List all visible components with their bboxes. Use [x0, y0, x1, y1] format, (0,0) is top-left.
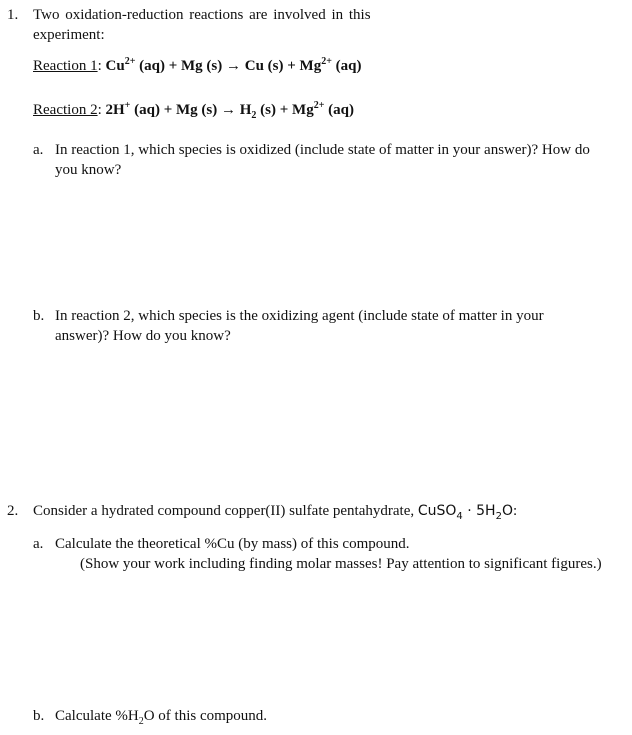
formula-sub: 2 [495, 510, 502, 522]
q1-intro-line1: Two oxidation-reduction reactions are involved in this [33, 7, 371, 23]
r2-part: (aq) [324, 102, 355, 118]
reaction-2-equation [105, 100, 355, 121]
q1b-letter: b. [33, 308, 45, 324]
q2b-part: Calculate %H [55, 708, 139, 724]
formula-sub: 4 [456, 510, 463, 522]
reaction-2-label: Reaction 2 [33, 102, 98, 118]
q2-intro [33, 501, 517, 521]
q2a-line2: (Show your work including finding molar masses! Pay attention to significant figures.) [80, 556, 602, 572]
r2-sub: 2 [251, 110, 257, 121]
r1-sup: 2+ [124, 56, 136, 67]
r2-sup: 2+ [313, 100, 325, 111]
q2b-letter: b. [33, 708, 45, 724]
q1a-letter: a. [33, 142, 44, 158]
q1b-line2: answer)? How do you know? [55, 328, 231, 344]
q2b-text [55, 706, 267, 726]
r1-part: (aq) + Mg (s) → Cu (s) + Mg [135, 58, 322, 74]
q1a-line2: you know? [55, 162, 122, 178]
formula-part: O [501, 503, 513, 519]
r2-part: (s) + Mg [256, 102, 314, 118]
r2-sup: + [124, 100, 131, 111]
q2-intro-text: Consider a hydrated compound copper(II) sulfate pentahydrate, [33, 503, 418, 519]
q2a-line1: Calculate the theoretical %Cu (by mass) of this compound. [55, 536, 410, 552]
reaction-1 [33, 56, 362, 76]
reaction-1-equation [106, 58, 362, 74]
q1-number: 1. [7, 7, 19, 23]
reaction-1-label: Reaction 1 [33, 58, 98, 74]
q2b-sub: 2 [138, 716, 144, 727]
q1a-line1: In reaction 1, which species is oxidized (include state of matter in your answer)? How do [55, 142, 590, 158]
r1-sup: 2+ [321, 56, 332, 67]
formula-part: CuSO [417, 503, 457, 519]
q2-number: 2. [7, 503, 19, 519]
q2b-part: O of this compound. [143, 708, 268, 724]
q2-intro-end: : [513, 503, 518, 519]
r2-part: (aq) + Mg (s) → H [130, 102, 252, 118]
r2-part: 2H [105, 102, 125, 118]
q2a-letter: a. [33, 536, 44, 552]
reaction-2 [33, 100, 354, 120]
q1b-line1: In reaction 2, which species is the oxidizing agent (include state of matter in your [55, 308, 544, 324]
compound-formula [417, 503, 513, 522]
r1-part: (aq) [331, 58, 362, 74]
r1-part: Cu [105, 58, 125, 74]
formula-part: · 5H [462, 503, 496, 519]
reaction-2-colon: : [97, 102, 102, 118]
q1-intro-line2: experiment: [33, 27, 105, 43]
reaction-1-colon: : [97, 58, 102, 74]
